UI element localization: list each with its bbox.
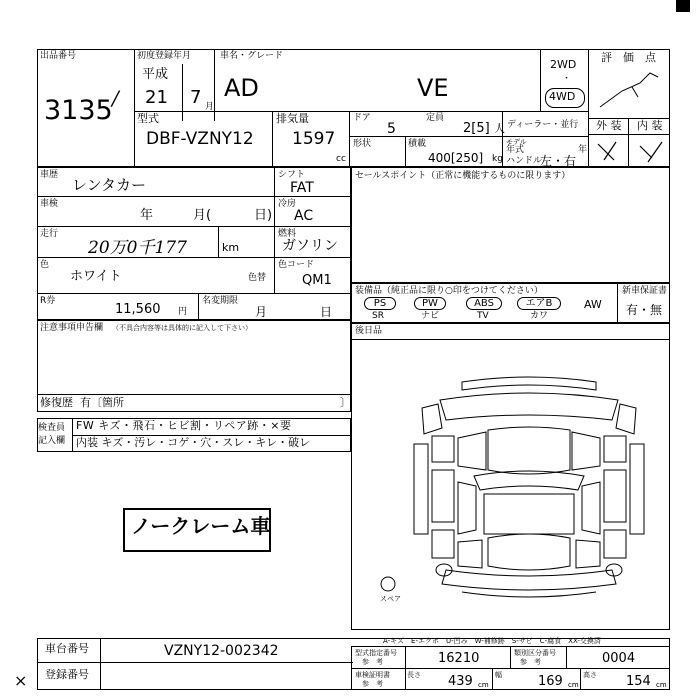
color-code-label: 色コード xyxy=(278,260,315,270)
registration-year: 21 xyxy=(145,87,168,108)
dims-width: 169 xyxy=(538,674,563,689)
name-change-label: 名変期限 xyxy=(202,296,239,306)
capacity-value: 2[5] xyxy=(463,121,490,136)
dims-label2: 参 考 xyxy=(362,680,383,688)
dims-label1: 車検証明書 xyxy=(355,671,390,679)
equipment-navi: ナビ xyxy=(421,311,440,321)
dims-height: 154 xyxy=(626,674,651,689)
inspector-label1: 検査員 xyxy=(38,423,66,433)
badge-abs: ABS xyxy=(466,297,502,310)
type-no-label1: 型式指定番号 xyxy=(355,649,397,657)
recycle-label: R券 xyxy=(40,296,56,306)
inspection-day: 日) xyxy=(254,208,273,223)
car-name-label: 車名・グレード xyxy=(220,51,284,61)
mileage-value: 20万0千177 xyxy=(88,238,187,258)
model-value: DBF-VZNY12 xyxy=(146,129,254,149)
car-name: AD xyxy=(224,74,259,102)
registration-era: 平成 xyxy=(142,67,169,82)
name-change-day: 日 xyxy=(320,305,333,319)
shift-value: FAT xyxy=(290,180,314,196)
color-code-value: QM1 xyxy=(302,273,332,288)
cross-mark: × xyxy=(14,671,28,690)
inspection-label: 車検 xyxy=(40,199,59,209)
car-damage-diagram xyxy=(402,370,657,605)
color-label: 色 xyxy=(40,260,50,270)
fuel-value: ガソリン xyxy=(282,238,338,254)
equipment-leather: カワ xyxy=(530,311,549,321)
aircon-value: AC xyxy=(294,208,314,224)
registration-month-unit: 月 xyxy=(205,102,215,112)
inspection-year: 年 xyxy=(140,208,154,223)
model-year-label2: 年式 xyxy=(506,145,525,155)
interior-check xyxy=(636,138,666,164)
reg-no-label: 登録番号 xyxy=(45,668,89,681)
lot-label: 出品番号 xyxy=(40,51,77,61)
load-label: 積載 xyxy=(408,139,427,149)
dealer-label: ディーラー・並行 xyxy=(507,120,579,130)
shift-label: シフト xyxy=(278,170,306,180)
corner-mark xyxy=(676,0,690,12)
notes-hint: （不具合内容等は具体的に記入して下さい） xyxy=(112,324,252,332)
mileage-unit: km xyxy=(222,241,240,254)
displacement-value: 1597 xyxy=(292,129,336,149)
model-year-label1: モデル xyxy=(506,138,527,146)
badge-pw: PW xyxy=(414,297,446,310)
displacement-unit: cc xyxy=(336,154,346,164)
shape-label: 形状 xyxy=(353,139,372,149)
recycle-value: 11,560 xyxy=(115,302,161,317)
mileage-label: 走行 xyxy=(40,229,59,239)
model-label: 型式 xyxy=(137,112,159,125)
sales-point-label: セールスポイント（正常に機能するものに限ります） xyxy=(355,171,571,181)
load-unit: kg xyxy=(492,154,503,164)
type-no-label2: 参 考 xyxy=(362,658,383,666)
badge-ps: PS xyxy=(364,297,396,310)
inspector-row1: FW キズ・飛石・ヒビ割・リペア跡・×要 xyxy=(76,419,292,432)
exterior-check xyxy=(594,138,622,164)
class-no-label1: 類別区分番号 xyxy=(514,649,556,657)
drive-2wd: 2WD xyxy=(550,58,577,71)
evaluation-label: 評 価 点 xyxy=(601,51,656,64)
inspector-row2: 内装 キズ・汚レ・コゲ・穴・スレ・キレ・破レ xyxy=(76,436,311,449)
dims-height-unit: cm xyxy=(656,681,667,689)
warranty-value: 有・無 xyxy=(626,303,663,317)
dims-length-label: 長さ xyxy=(407,671,421,679)
notes-label: 注意事項申告欄 xyxy=(40,323,104,333)
badge-airbag: エアB xyxy=(517,297,561,310)
chassis-value: VZNY12-002342 xyxy=(164,643,279,659)
door-value: 5 xyxy=(387,121,396,137)
registration-month: 7 xyxy=(190,87,202,108)
model-year-unit: 年 xyxy=(578,145,588,155)
capacity-unit: 人 xyxy=(494,122,505,135)
no-claim-text: ノークレーム車 xyxy=(131,514,271,538)
warranty-label: 新車保証書 xyxy=(622,286,668,296)
damage-legend: A-キズ E-エクボ U-凹み W-補修跡 S-サビ C-腐食 XX-交換済 xyxy=(383,637,601,645)
spare-label: スペア xyxy=(380,595,401,603)
handle-label: ハンドル xyxy=(506,156,543,166)
class-no-label2: 参 考 xyxy=(520,658,541,666)
interior-grade-label: 内 装 xyxy=(637,119,663,132)
repair-label: 修復歴 xyxy=(40,396,73,409)
handle-value: 左・右 xyxy=(540,154,577,168)
recycle-unit: 円 xyxy=(178,307,188,317)
registration-label: 初度登録年月 xyxy=(137,51,192,61)
dims-width-label: 幅 xyxy=(495,671,502,679)
lot-number: 3135 xyxy=(44,95,113,126)
aircon-label: 冷房 xyxy=(278,199,297,209)
drive-4wd: 4WD xyxy=(549,90,576,103)
load-value: 400[250] xyxy=(428,151,484,165)
history-value: レンタカー xyxy=(72,176,147,194)
repair-close: 〕 xyxy=(340,396,351,409)
chassis-label: 車台番号 xyxy=(45,642,89,655)
door-label: ドア xyxy=(353,113,371,123)
dims-width-unit: cm xyxy=(568,681,579,689)
equipment-label: 装備品（純正品に限り○印をつけてください） xyxy=(355,286,543,296)
type-no-value: 16210 xyxy=(438,651,480,666)
name-change-month: 月 xyxy=(255,305,268,319)
spare-marker xyxy=(378,574,398,594)
history-label: 車歴 xyxy=(40,170,59,180)
car-grade: VE xyxy=(417,74,449,102)
dims-height-label: 高さ xyxy=(583,671,597,679)
post-fit-label: 後日品 xyxy=(355,326,383,336)
inspector-label2: 記入欄 xyxy=(38,436,66,446)
exterior-label: 外 装 xyxy=(596,119,622,132)
sales-point-block xyxy=(351,167,670,283)
lot-tick: / xyxy=(112,86,119,110)
equipment-sr: SR xyxy=(372,311,384,321)
color-tone-label: 色替 xyxy=(248,273,267,283)
dims-length-unit: cm xyxy=(478,681,489,689)
equipment-tv: TV xyxy=(477,311,489,321)
repair-value: 有〔箇所 xyxy=(80,396,124,409)
color-value: ホワイト xyxy=(70,269,122,284)
fuel-label: 燃料 xyxy=(278,229,297,239)
inspection-month: 月( xyxy=(193,208,212,223)
class-no-value: 0004 xyxy=(602,651,636,666)
dims-length: 439 xyxy=(448,674,473,689)
evaluation-scribble xyxy=(592,63,668,115)
displacement-label: 排気量 xyxy=(276,112,309,125)
equipment-aw: AW xyxy=(584,298,602,311)
capacity-label: 定員 xyxy=(426,113,445,123)
drive-sep: ・ xyxy=(562,74,572,84)
